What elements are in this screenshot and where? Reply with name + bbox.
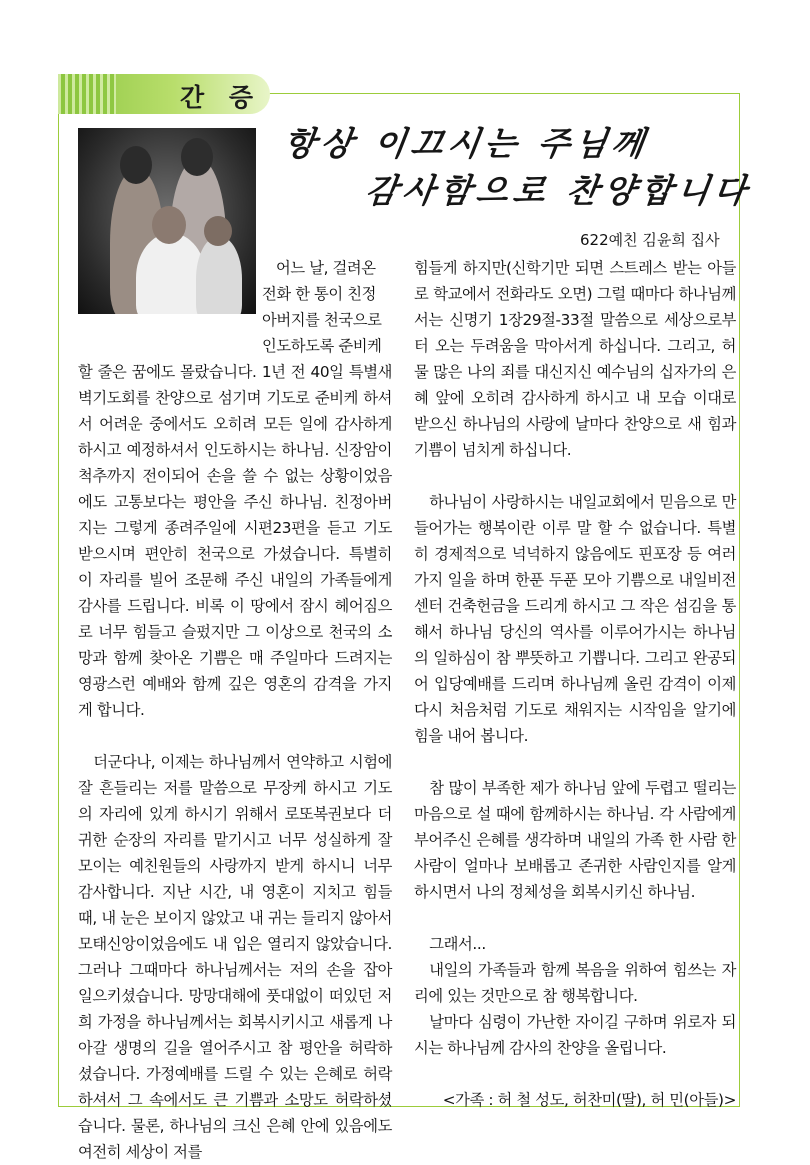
tab-texture	[58, 74, 116, 114]
headline-line1: 항상 이끄시는 주님께	[280, 124, 652, 163]
section-label: 간 증	[180, 83, 262, 112]
paragraph: 날마다 심령이 가난한 자이길 구하며 위로자 되시는 하나님께 감사의 찬양을 올립니다.	[414, 1013, 736, 1057]
right-column	[414, 255, 736, 1113]
headline-line2: 감사함으로 찬양합니다	[362, 171, 754, 210]
paragraph: 더군다나, 이제는 하나님께서 연약하고 시험에 잘 흔들리는 저를 말씀으로 무장케 하시고 기도의 자리에 있게 하시기 위해서 로또복권보다 더 귀한 순장의 자리를 맡기시고 너무 성실하게 잘 모이는 예친원들의 사랑까지 받게 하시니 너무 감사합니다. 지난 시간, 내 영혼이 지치고 힘들 때, 내 눈은 보이지 않았고 내 귀는 들리지 않아서 모태신앙이었음에도 내 입은 열리지 않았습니다. 그러나 그때마다 하나님께서는 저의 손을 잡아 일으키셨습니다. 망망대해에 풋대없이 떠있던 저희 가정을 하나님께서는 회복시키시고 새롭게 나아갈 생명의 길을 열어주시고 참 평안을 허락하셨습니다. 가정예배를 드릴 수 있는 은혜로 허락하셔서 그 속에서도 큰 기쁨과 소망도 허락하셨습니다. 물론, 하나님의 크신 은혜 안에 있음에도 여전히 세상이 저를	[78, 753, 392, 1161]
text-line: 아버지를 천국으로	[262, 311, 382, 329]
paragraph: 내일의 가족들과 함께 복음을 위하여 힘쓰는 자리에 있는 것만으로 참 행복합니다.	[414, 961, 736, 1005]
paragraph: 하나님이 사랑하시는 내일교회에서 믿음으로 만들어가는 행복이란 이루 말 할 수 없습니다. 특별히 경제적으로 넉넉하지 않음에도 핀포장 등 여러 가지 일을 하며 한푼 두푼 모아 기쁨으로 내일비전센터 건축헌금을 드리게 하시고 그 작은 섬김을 통해서 하나님 당신의 역사를 이루어가시는 하나님의 일하심이 참 뿌뜻하고 기쁩니다. 그리고 완공되어 입당예배를 드리며 하나님께 올린 감격이 이제 다시 처음처럼 기도로 채워지는 시작임을 알기에 힘을 내어 봅니다.	[414, 493, 736, 745]
wrapped-lines	[78, 255, 392, 359]
family-credit: <가족 : 허 철 성도, 허찬미(딸), 허 민(아들)>	[442, 1091, 736, 1109]
author-byline: 622예친 김윤희 집사	[580, 231, 720, 249]
paragraph: 힘들게 하지만(신학기만 되면 스트레스 받는 아들로 학교에서 전화라도 오면) 그럴 때마다 하나님께서는 신명기 1장29절-33절 말씀으로 세상으로부터 오는 두려움을 막아서게 하십니다. 그리고, 허물 많은 나의 죄를 대신지신 예수님의 십자가의 은혜 앞에 오히려 감사하게 하시고 내 모습 이대로 받으신 하나님의 사랑에 날마다 찬양으로 새 힘과 기쁨이 넘치게 하십니다.	[414, 259, 736, 459]
text-line: 인도하도록 준비케	[262, 337, 382, 355]
section-tab	[58, 74, 270, 114]
paragraph: 그래서...	[429, 935, 486, 953]
left-column	[78, 255, 392, 1165]
paragraph: 할 줄은 꿈에도 몰랐습니다. 1년 전 40일 특별새벽기도회를 찬양으로 섬기며 기도로 준비케 하셔서 어려운 중에서도 오히려 모든 일에 감사하게 하시고 예정하셔서 인도하시는 하나님. 신장암이 척추까지 전이되어 손을 쓸 수 없는 상황이었음에도 고통보다는 평안을 주신 하나님. 친정아버지는 그렇게 종려주일에 시편23편을 듣고 기도 받으시며 편안히 천국으로 가셨습니다. 특별히 이 자리를 빌어 조문해 주신 내일의 가족들에게 감사를 드립니다. 비록 이 땅에서 잠시 헤어짐으로 너무 힘들고 슬펐지만 그 이상으로 천국의 소망과 함께 찾아온 기쁨은 매 주일마다 드려지는 영광스런 예배와 함께 깊은 영혼의 감격을 가지게 합니다.	[78, 363, 392, 719]
paragraph: 참 많이 부족한 제가 하나님 앞에 두렵고 떨리는 마음으로 설 때에 함께하시는 하나님. 각 사람에게 부어주신 은혜를 생각하며 내일의 가족 한 사람 한 사람이 얼마나 보배롭고 존귀한 사람인지를 알게 하시면서 나의 정체성을 회복시키신 하나님.	[414, 779, 736, 901]
text-line: 전화 한 통이 친정	[262, 285, 377, 303]
text-line: 어느 날, 걸려온	[276, 259, 376, 277]
